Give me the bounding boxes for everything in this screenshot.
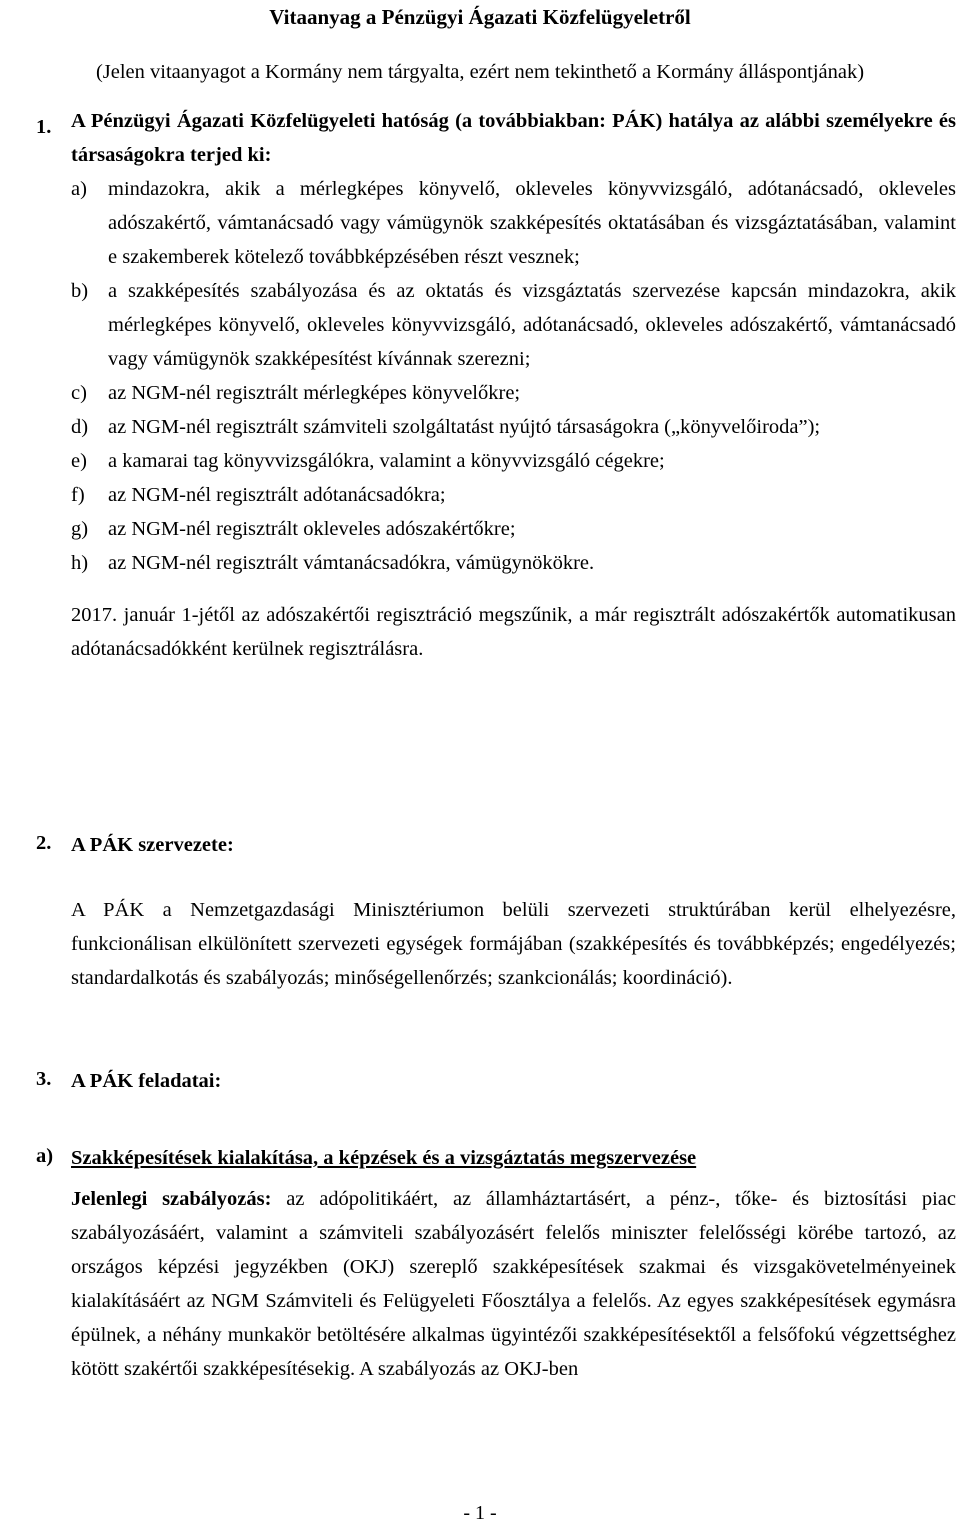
section-1-intro: A Pénzügyi Ágazati Közfelügyeleti hatóság (a továbbiakban: PÁK) hatálya az alábbi személyekre és társaságokra terjed ki:	[71, 110, 956, 166]
list-item-h	[71, 546, 956, 580]
list-item-d	[71, 410, 956, 444]
list-item-g	[71, 512, 956, 546]
section-3-sub-label: a)	[36, 1145, 54, 1167]
list-item-e	[71, 444, 956, 478]
section-2-text: A PÁK a Nemzetgazdasági Minisztériumon belüli szervezeti struktúrában kerül elhelyezésre, funkcionálisan elkülönített szervezeti egységek formájában (szakképesítés és továbbképzés; engedélyezés; standardalkotás és szabályozás; minőségellenőrzés; szankcionálás; koordináció).	[71, 899, 956, 989]
section-1-note: 2017. január 1-jétől az adószakértői regisztráció megszűnik, a már regisztrált adószakértők automatikusan adótanácsadókként kerülnek regisztrálásra.	[71, 604, 956, 660]
list-item-text: az NGM-nél regisztrált adótanácsadókra;	[108, 484, 446, 506]
page-number: - 1 -	[463, 1502, 497, 1524]
list-item-label: d)	[71, 416, 89, 438]
list-item-c	[71, 376, 956, 410]
section-2-number: 2.	[36, 832, 52, 854]
list-item-a	[71, 172, 956, 274]
list-item-text: az NGM-nél regisztrált okleveles adószakértőkre;	[108, 518, 516, 540]
list-item-text: az NGM-nél regisztrált számviteli szolgáltatást nyújtó társaságokra („könyvelőiroda”);	[108, 416, 821, 438]
list-item-label: f)	[71, 484, 85, 506]
list-item-label: b)	[71, 280, 89, 302]
list-item-label: c)	[71, 382, 87, 404]
list-item-label: e)	[71, 450, 87, 472]
section-3-sub-heading: Szakképesítések kialakítása, a képzések és a vizsgáztatás megszervezése	[71, 1147, 697, 1169]
section-1-number: 1.	[36, 116, 52, 138]
list-item-text: az NGM-nél regisztrált vámtanácsadókra, vámügynökökre.	[108, 552, 595, 574]
list-item-label: a)	[71, 178, 87, 200]
list-item-b	[71, 274, 956, 376]
section-3-heading: A PÁK feladatai:	[71, 1070, 222, 1092]
section-3-number: 3.	[36, 1068, 52, 1090]
list-item-f	[71, 478, 956, 512]
list-item-text: a kamarai tag könyvvizsgálókra, valamint a könyvvizsgáló cégekre;	[108, 450, 665, 472]
list-item-label: h)	[71, 552, 89, 574]
document-title: Vitaanyag a Pénzügyi Ágazati Közfelügyeletről	[269, 5, 691, 29]
section-3-lead: Jelenlegi szabályozás:	[71, 1188, 272, 1210]
section-3-body: az adópolitikáért, az államháztartásért, a pénz-, tőke- és biztosítási piac szabályozásáért, valamint a számviteli szabályozásért felelős miniszter felelősségi körébe tartozó, az országos képzési jegyzékben (OKJ) szereplő szakképesítések szakmai és vizsgakövetelményeinek kialakításáért az NGM Számviteli és Felügyeleti Főosztálya a felelős. Az egyes szakképesítések egymásra épülnek, a néhány munkakör betöltésére alkalmas ügyintézői szakképesítésektől a felsőfokú végzettséghez kötött szakértői szakképesítésekig. A szabályozás az OKJ-ben	[71, 1188, 956, 1380]
section-2-heading: A PÁK szervezete:	[71, 834, 234, 856]
list-item-label: g)	[71, 518, 89, 540]
section-3-text	[71, 1182, 956, 1386]
list-item-text: az NGM-nél regisztrált mérlegképes könyvelőkre;	[108, 382, 521, 404]
section-1-body	[71, 104, 956, 666]
list-item-text: a szakképesítés szabályozása és az oktatás és vizsgáztatás szervezése kapcsán mindazokra, akik mérlegképes könyvelő, okleveles könyvvizsgáló, adótanácsadó, okleveles adószakértő, vámtanácsadó vagy vámügynök szakképesítést kívánnak szerezni;	[108, 280, 956, 370]
document-subtitle: (Jelen vitaanyagot a Kormány nem tárgyalta, ezért nem tekinthető a Kormány álláspontjának)	[95, 61, 865, 83]
list-item-text: mindazokra, akik a mérlegképes könyvelő, okleveles könyvvizsgáló, adótanácsadó, okleveles adószakértő, vámtanácsadó vagy vámügynök szakképesítés oktatásában és vizsgáztatásában, valamint e szakemberek kötelező továbbképzésében részt vesznek;	[108, 178, 956, 268]
